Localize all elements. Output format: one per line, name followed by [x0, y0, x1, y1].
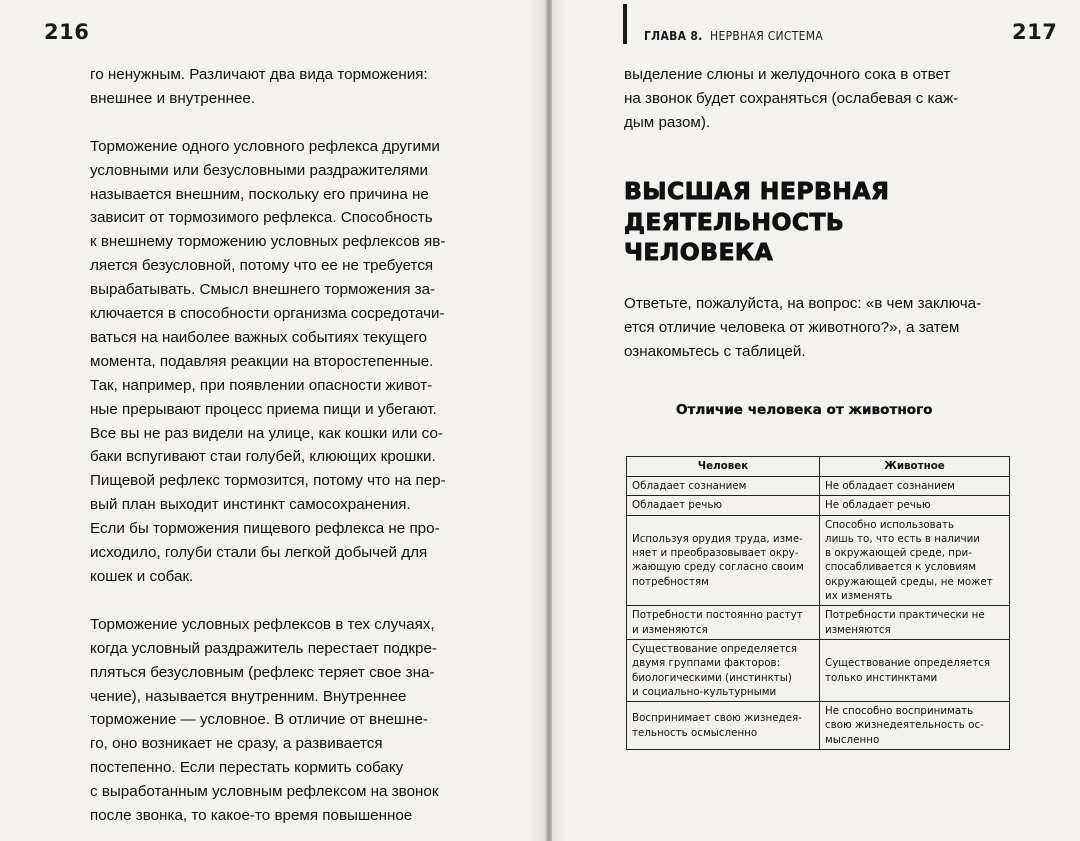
continuation-text [624, 63, 1064, 135]
paragraph [90, 135, 510, 589]
cell-line: изменяются [825, 623, 891, 636]
text-line: Ответьте, пожалуйста, на вопрос: «в чем заключа- [624, 295, 982, 312]
cell-line: спосабливается к условиям [825, 561, 976, 574]
cell-animal [820, 515, 1010, 606]
cell-line: Не обладает сознанием [825, 480, 955, 492]
cell-animal [820, 606, 1010, 640]
text-line: Торможение одного условного рефлекса другими [90, 137, 440, 155]
cell-animal [820, 477, 1010, 496]
comparison-table [626, 456, 1010, 750]
cell-human [627, 515, 820, 606]
cell-line: Не способно воспринимать [825, 705, 974, 718]
cell-human [627, 639, 820, 701]
text-line: с выработанным условным рефлексом на звонок [90, 783, 439, 801]
text-line: когда условный раздражитель перестает подкре- [90, 639, 437, 657]
cell-line: Существование определяется [825, 657, 991, 670]
right-page [552, 0, 1080, 841]
text-line: кошек и собак. [90, 568, 194, 586]
text-line: ключается в способности организма сосредотачи- [90, 305, 445, 323]
cell-line: Потребности практически не [825, 609, 985, 622]
text-line: ляется безусловной, потому что ее не требуется [90, 257, 434, 275]
running-head [644, 29, 823, 43]
text-line: чение), называется внутренним. Внутреннее [90, 687, 407, 705]
cell-line: в окружающей среде, при- [825, 547, 972, 560]
text-line: дым разом). [624, 113, 711, 131]
column-header-animal: Животное [820, 457, 1010, 477]
text-line: внешнее и внутреннее. [90, 89, 256, 107]
chapter-title: НЕРВНАЯ СИСТЕМА [710, 29, 824, 43]
cell-line: потребностям [632, 575, 709, 588]
table-header-row [627, 457, 1010, 477]
text-line: условными или безусловными раздражителями [90, 161, 428, 179]
text-line: торможение — условное. В отличие от внешне- [90, 711, 428, 729]
text-line: вый план выходит инстинкт самосохранения. [90, 496, 411, 514]
cell-animal [820, 496, 1010, 515]
cell-line: мысленно [825, 733, 880, 746]
text-line: выделение слюны и желудочного сока в ответ [624, 66, 951, 83]
text-line: го ненужным. Различают два вида торможения: [90, 66, 428, 83]
text-line: Если бы торможения пищевого рефлекса не про- [90, 520, 440, 538]
intro-paragraph [624, 292, 1064, 364]
text-line: зависит от тормозимого рефлекса. Способность [90, 209, 433, 227]
gutter-shadow [528, 0, 546, 841]
text-line: Так, например, при появлении опасности живот- [90, 376, 433, 394]
text-line: Все вы не раз видели на улице, как кошки или со- [90, 424, 443, 442]
text-line: ознакомьтесь с таблицей. [624, 342, 806, 360]
cell-line: Воспринимает свою жизнедея- [632, 712, 802, 725]
paragraph [90, 63, 510, 111]
cell-human [627, 606, 820, 640]
text-line: момента, подавляя реакции на второстепенные. [90, 352, 434, 370]
chapter-label: ГЛАВА 8. [644, 29, 703, 43]
table-row [627, 496, 1010, 515]
running-head-bar [623, 4, 627, 44]
cell-line: тельность осмысленно [632, 726, 758, 739]
table-row [627, 606, 1010, 640]
heading-line: ДЕЯТЕЛЬНОСТЬ [624, 207, 845, 236]
text-line: ные прерывают процесс приема пищи и убегают. [90, 400, 437, 418]
cell-line: биологическими (инстинкты) [632, 671, 792, 684]
left-body-text [90, 63, 510, 828]
cell-line: Обладает речью [632, 499, 723, 512]
cell-human [627, 702, 820, 750]
cell-line: свою жизнедеятельность ос- [825, 719, 984, 732]
page-number-left: 216 [44, 20, 90, 44]
cell-animal [820, 639, 1010, 701]
cell-line: двумя группами факторов: [632, 657, 781, 670]
cell-line: окружающей среды, не может [825, 575, 993, 588]
text-line: на звонок будет сохраняться (ослабевая с каж- [624, 89, 959, 107]
cell-human [627, 477, 820, 496]
text-line: ется отличие человека от животного?», а затем [624, 318, 960, 336]
cell-animal [820, 702, 1010, 750]
gutter-shadow [552, 0, 566, 841]
cell-line: Способно использовать [825, 518, 955, 531]
page-number-right: 217 [1012, 20, 1058, 44]
text-line: баки вспугивают стаи голубей, клюющих крошки. [90, 448, 436, 466]
section-heading [624, 176, 889, 268]
cell-line: их изменять [825, 590, 893, 603]
text-line: Пищевой рефлекс тормозится, потому что на пер- [90, 472, 446, 490]
cell-line: Существование определяется [632, 642, 798, 655]
cell-line: только инстинктами [825, 671, 938, 684]
text-line: к внешнему торможению условных рефлексов яв- [90, 233, 446, 251]
table-row [627, 702, 1010, 750]
cell-human [627, 496, 820, 515]
table-row [627, 515, 1010, 606]
table-row [627, 639, 1010, 701]
table-row [627, 477, 1010, 496]
cell-line: и изменяются [632, 623, 708, 636]
cell-line: и социально-культурными [632, 685, 777, 698]
cell-line: Не обладает речью [825, 499, 931, 512]
table-title: Отличие человека от животного [676, 402, 933, 418]
text-line: исходило, голуби стали бы легкой добычей для [90, 544, 428, 562]
text-line: вырабатывать. Смысл внешнего торможения за- [90, 281, 436, 299]
cell-line: Обладает сознанием [632, 480, 747, 492]
cell-line: Используя орудия труда, изме- [632, 532, 803, 545]
text-line: называется внешним, поскольку его причина не [90, 185, 429, 203]
text-line: Торможение условных рефлексов в тех случаях, [90, 615, 435, 633]
text-line: го, оно возникает не сразу, а развивается [90, 735, 383, 753]
text-line: постепенно. Если перестать кормить собаку [90, 759, 404, 777]
cell-line: жающую среду согласно своим [632, 561, 804, 574]
column-header-human: Человек [627, 457, 820, 477]
text-line: после звонка, то какое-то время повышенное [90, 807, 413, 825]
cell-line: Потребности постоянно растут [632, 609, 803, 622]
paragraph [90, 613, 510, 828]
cell-line: лишь то, что есть в наличии [825, 532, 980, 545]
text-line: пляться безусловным (рефлекс теряет свое зна- [90, 663, 435, 681]
heading-line: ВЫСШАЯ НЕРВНАЯ [624, 177, 890, 205]
cell-line: няет и преобразовывает окру- [632, 547, 799, 560]
heading-line: ЧЕЛОВЕКА [624, 238, 774, 266]
text-line: ваться на наиболее важных событиях текущего [90, 328, 428, 346]
